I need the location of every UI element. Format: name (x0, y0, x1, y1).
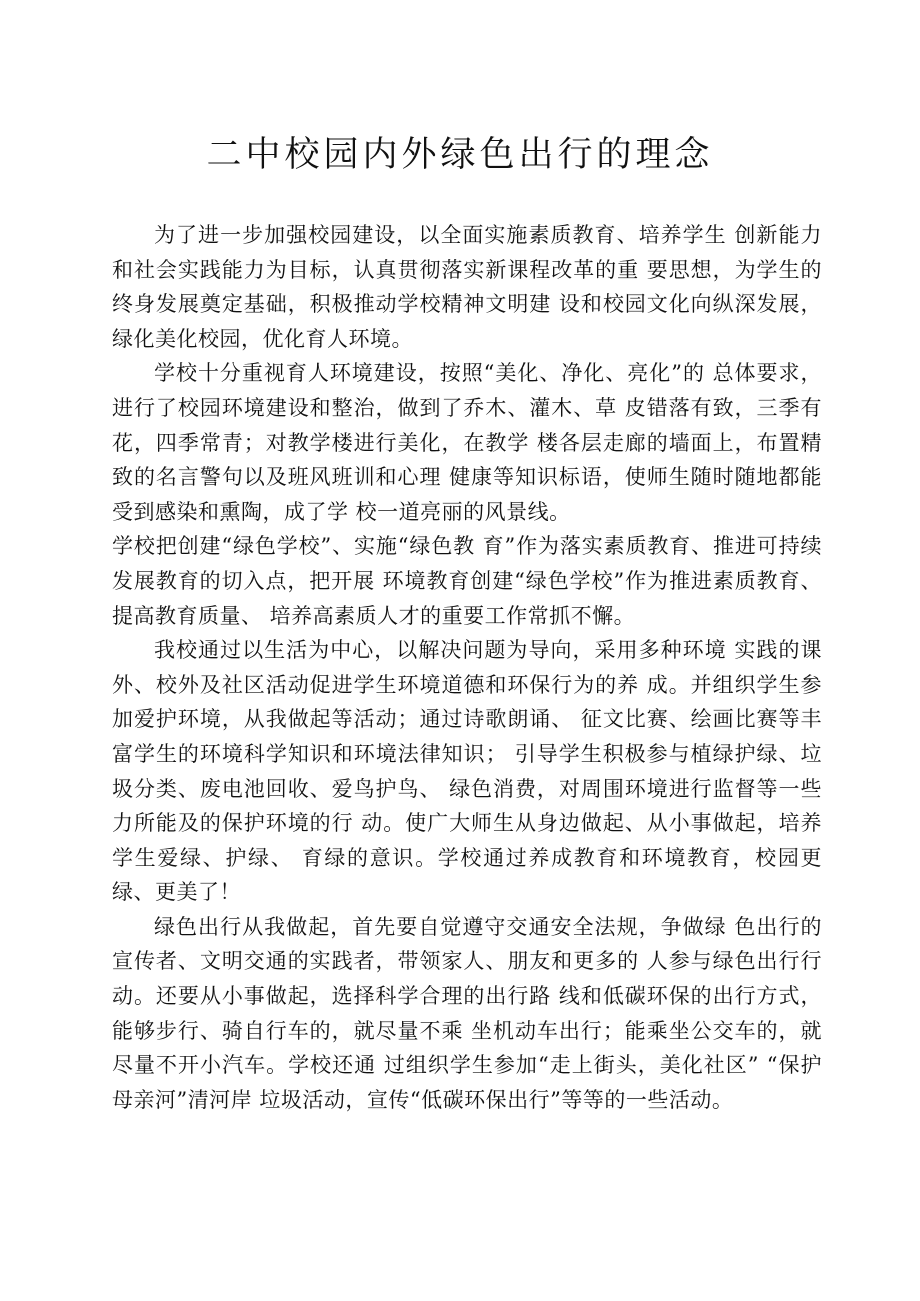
paragraph-3: 学校把创建“绿色学校”、实施“绿色教 育”作为落实素质教育、推进可持续发展教育的切入点，把开展 环境教育创建“绿色学校”作为推进素质教育、提高教育质量、 培养高素质人才的重要工作常抓不懈。 (112, 534, 822, 628)
document-title: 二中校园内外绿色出行的理念 (206, 135, 714, 175)
paragraph-5: 绿色出行从我做起，首先要自觉遵守交通安全法规，争做绿 色出行的宣传者、文明交通的实践者，带领家人、朋友和更多的 人参与绿色出行行动。还要从小事做起，选择科学合理的出行路 线和低碳环保的出行方式，能够步行、骑自行车的，就尽量不乘 坐机动车出行；能乘坐公交车的，就尽量不开小汽车。学校还通 过组织学生参加“走上街头，美化社区” “保护母亲河”清河岸 垃圾活动，宣传“低碳环保出行”等等的一些活动。 (112, 914, 822, 1112)
paragraph-1: 为了进一步加强校园建设，以全面实施素质教育、培养学生 创新能力和社会实践能力为目标，认真贯彻落实新课程改革的重 要思想，为学生的终身发展奠定基础，积极推动学校精神文明建 设和校园文化向纵深发展，绿化美化校园，优化育人环境。 (112, 223, 822, 351)
paragraph-4: 我校通过以生活为中心，以解决问题为导向，采用多种环境 实践的课外、校外及社区活动促进学生环境道德和环保行为的养 成。并组织学生参加爱护环境，从我做起等活动；通过诗歌朗诵、 征文比赛、绘画比赛等丰富学生的环境科学知识和环境法律知识； 引导学生积极参与植绿护绿、垃圾分类、废电池回收、爱鸟护鸟、 绿色消费，对周围环境进行监督等一些力所能及的保护环境的行 动。使广大师生从身边做起、从小事做起，培养学生爱绿、护绿、 育绿的意识。学校通过养成教育和环境教育，校园更绿、更美了！ (112, 638, 822, 905)
document-body (112, 218, 822, 1117)
paragraph-2: 学校十分重视育人环境建设，按照“美化、净化、亮化”的 总体要求，进行了校园环境建设和整治，做到了乔木、灌木、草 皮错落有致，三季有花，四季常青；对教学楼进行美化，在教学 楼各层走廊的墙面上，布置精致的名言警句以及班风班训和心理 健康等知识标语，使师生随时随地都能受到感染和熏陶，成了学 校一道亮丽的风景线。 (112, 361, 822, 524)
